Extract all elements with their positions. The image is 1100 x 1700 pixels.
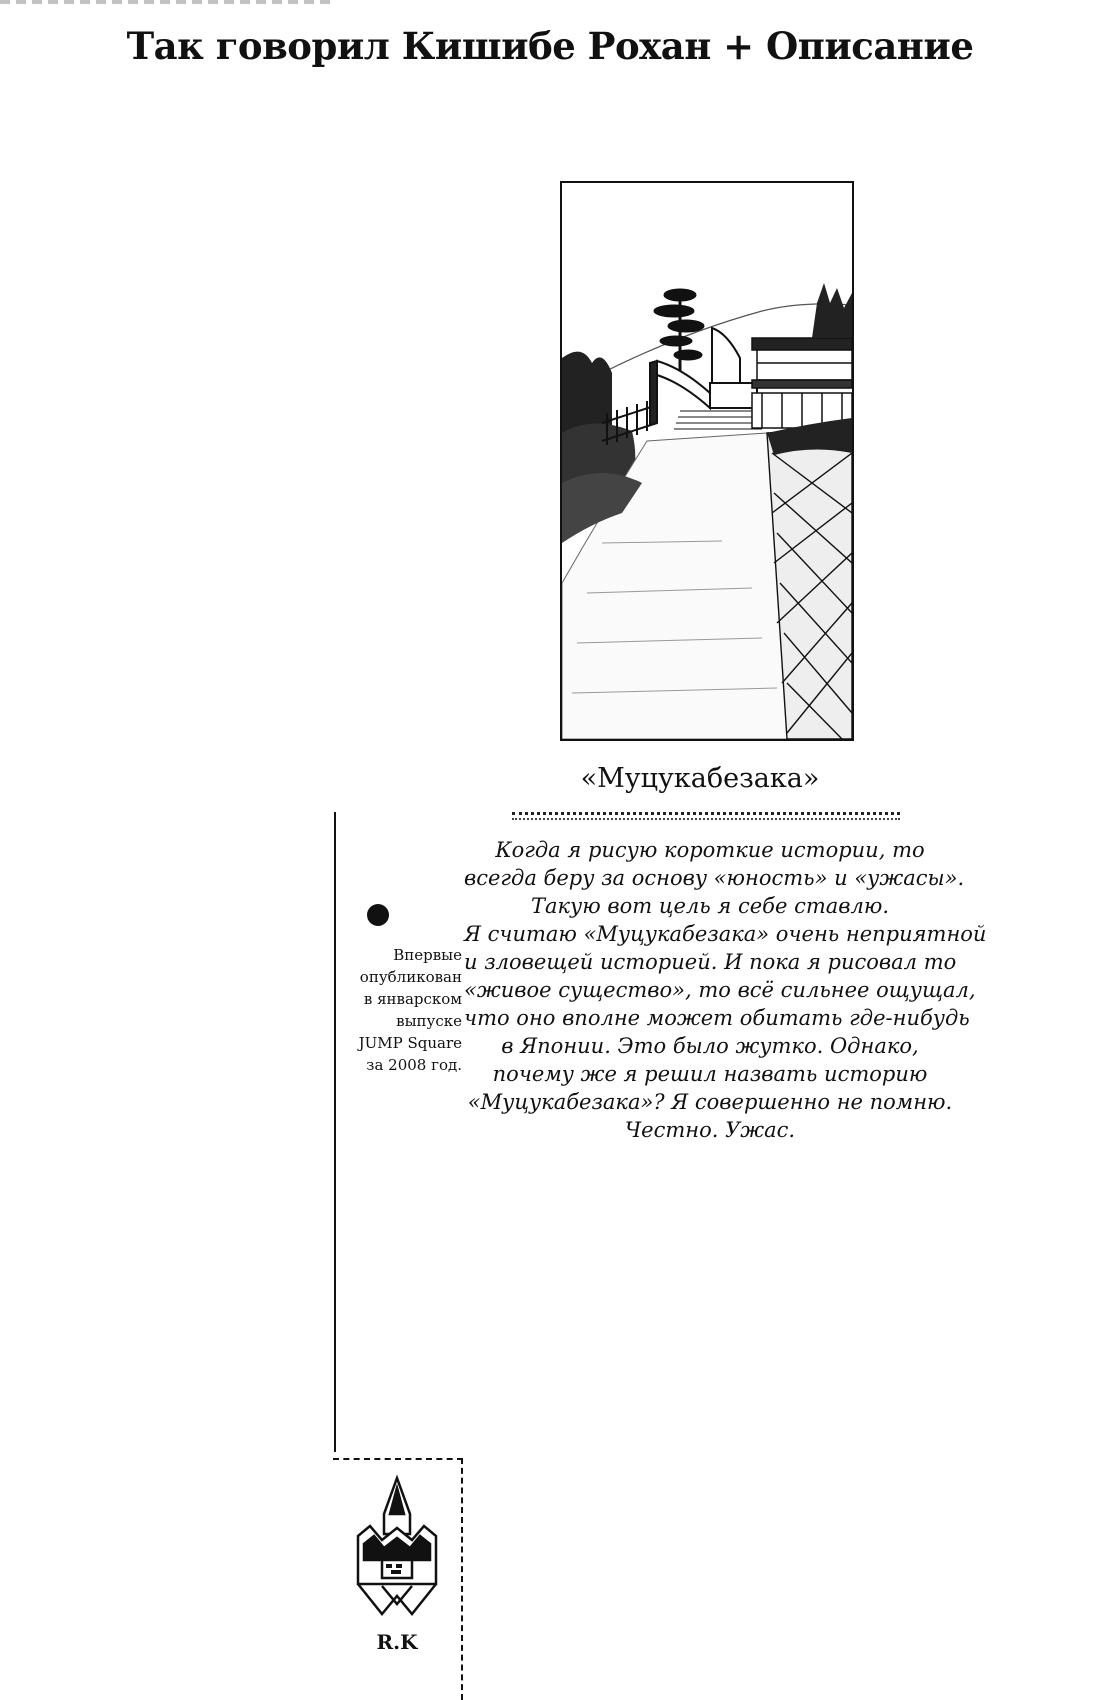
story-title: «Муцукабезака» (580, 763, 820, 794)
publication-note-line: Впервые (393, 946, 462, 964)
publication-note-line: в январском (363, 990, 462, 1008)
commentary-line: в Японии. Это было жутко. Однако, (501, 1034, 919, 1058)
author-commentary (464, 836, 987, 1144)
commentary-line: «Муцукабезака»? Я совершенно не помню. (467, 1090, 953, 1114)
publication-note (338, 944, 462, 1076)
commentary-line: «живое существо», то всё сильнее ощущал, (464, 978, 976, 1002)
vertical-rule (334, 812, 336, 1452)
publication-note-line: выпуске (396, 1012, 462, 1030)
publication-note-line: JUMP Square (358, 1034, 462, 1052)
commentary-line: Я считаю «Муцукабезака» очень неприятной (464, 922, 987, 946)
page-title: Так говорил Кишибе Рохан + Описание (126, 24, 974, 68)
emblem-caption: R.K (376, 1630, 418, 1654)
commentary-line: почему же я решил назвать историю (492, 1062, 928, 1086)
commentary-line: Честно. Ужас. (624, 1118, 796, 1142)
commentary-line: что оно вполне может обитать где-нибудь (464, 1006, 970, 1030)
bullet-dot-icon (367, 904, 389, 926)
dotted-divider-inner (512, 818, 900, 820)
crest-emblem-icon (352, 1474, 442, 1622)
commentary-line: и зловещей историей. И пока я рисовал то (464, 950, 957, 974)
dotted-divider (512, 812, 900, 815)
publication-note-line: за 2008 год. (366, 1056, 462, 1074)
commentary-line: Когда я рисую короткие истории, то (495, 838, 925, 862)
commentary-line: всегда беру за основу «юность» и «ужасы». (464, 866, 965, 890)
top-edge-scrap (0, 0, 330, 4)
story-illustration (560, 181, 854, 741)
commentary-line: Такую вот цель я себе ставлю. (530, 894, 890, 918)
publication-note-line: опубликован (359, 968, 462, 986)
